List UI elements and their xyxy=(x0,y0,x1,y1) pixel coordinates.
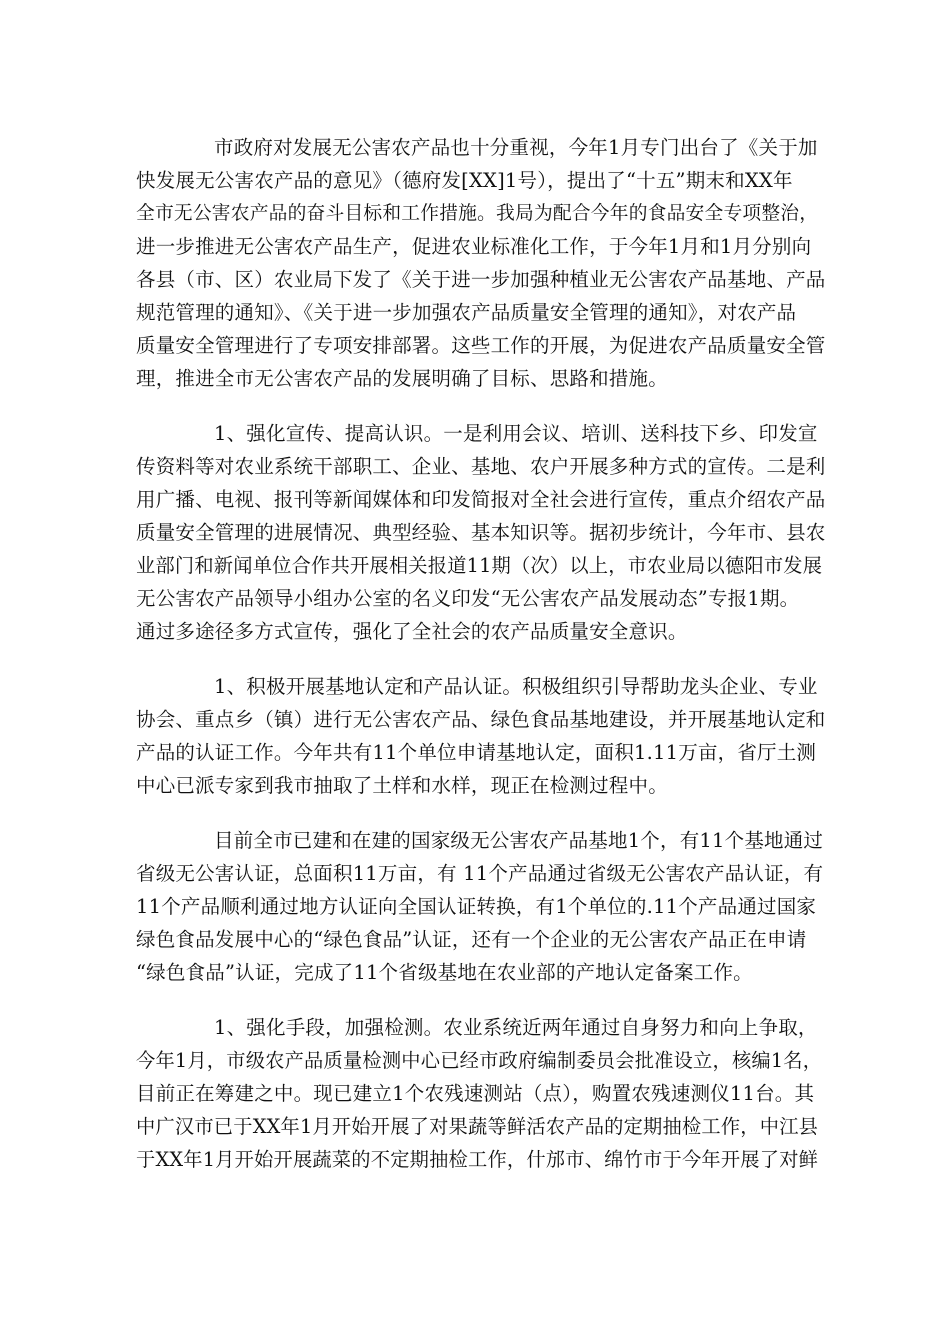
paragraph-line: 质量安全管理的进展情况、典型经验、基本知识等。据初步统计，今年市、县农 xyxy=(136,521,826,544)
paragraph-first-line: 1、积极开展基地认定和产品认证。积极组织引导帮助龙头企业、专业 xyxy=(214,675,818,698)
paragraph xyxy=(136,670,826,802)
paragraph xyxy=(136,1011,826,1176)
paragraph-line: 规范管理的通知》、《关于进一步加强农产品质量安全管理的通知》，对农产品 xyxy=(136,301,797,324)
paragraph-line: 无公害农产品领导小组办公室的名义印发“无公害农产品发展动态”专报1期。 xyxy=(136,587,800,610)
paragraph-line: 省级无公害认证，总面积11万亩，有 11个产品通过省级无公害农产品认证，有 xyxy=(136,862,824,885)
paragraph-line: 质量安全管理进行了专项安排部署。这些工作的开展，为促进农产品质量安全管 xyxy=(136,334,826,357)
paragraph-first-line: 目前全市已建和在建的国家级无公害农产品基地1个，有11个基地通过 xyxy=(214,829,824,852)
paragraph-line: 进一步推进无公害农产品生产，促进农业标准化工作，于今年1月和1月分别向 xyxy=(136,235,812,258)
paragraph-line: 各县（市、区）农业局下发了《关于进一步加强种植业无公害农产品基地、产品 xyxy=(136,268,826,291)
paragraph-line: 目前正在筹建之中。现已建立1个农残速测站（点），购置农残速测仪11台。其 xyxy=(136,1082,815,1105)
paragraph-line: 于XX年1月开始开展蔬菜的不定期抽检工作，什邡市、绵竹市于今年开展了对鲜 xyxy=(136,1148,819,1171)
paragraph-line: 通过多途径多方式宣传，强化了全社会的农产品质量安全意识。 xyxy=(136,620,688,643)
paragraph-line: 用广播、电视、报刊等新闻媒体和印发简报对全社会进行宣传，重点介绍农产品 xyxy=(136,488,826,511)
paragraph-line: 理，推进全市无公害农产品的发展明确了目标、思路和措施。 xyxy=(136,367,668,390)
paragraph xyxy=(136,131,826,395)
paragraph-line: 快发展无公害农产品的意见》（德府发[XX]1号），提出了“十五”期末和XX年 xyxy=(136,169,793,192)
paragraph-first-line: 1、强化宣传、提高认识。一是利用会议、培训、送科技下乡、印发宣 xyxy=(214,422,818,445)
paragraph xyxy=(136,824,826,989)
paragraph-line: 今年1月，市级农产品质量检测中心已经市政府编制委员会批准设立，核编1名， xyxy=(136,1049,823,1072)
document-body xyxy=(136,131,826,1198)
paragraph-line: 传资料等对农业系统干部职工、企业、基地、农户开展多种方式的宣传。二是利 xyxy=(136,455,826,478)
paragraph-line: “绿色食品”认证，完成了11个省级基地在农业部的产地认定备案工作。 xyxy=(136,961,753,984)
paragraph-first-line: 市政府对发展无公害农产品也十分重视，今年1月专门出台了《关于加 xyxy=(214,136,818,159)
paragraph xyxy=(136,417,826,648)
paragraph-line: 中心已派专家到我市抽取了土样和水样，现正在检测过程中。 xyxy=(136,774,668,797)
paragraph-line: 11个产品顺利通过地方认证向全国认证转换，有1个单位的.11个产品通过国家 xyxy=(136,895,817,918)
paragraph-line: 协会、重点乡（镇）进行无公害农产品、绿色食品基地建设，并开展基地认定和 xyxy=(136,708,826,731)
paragraph-line: 中广汉市已于XX年1月开始开展了对果蔬等鲜活农产品的定期抽检工作，中江县 xyxy=(136,1115,819,1138)
paragraph-line: 产品的认证工作。今年共有11个单位申请基地认定，面积1.11万亩，省厅土测 xyxy=(136,741,817,764)
paragraph-line: 业部门和新闻单位合作共开展相关报道11期（次）以上，市农业局以德阳市发展 xyxy=(136,554,823,577)
paragraph-line: 全市无公害农产品的奋斗目标和工作措施。我局为配合今年的食品安全专项整治， xyxy=(136,203,819,224)
paragraph-first-line: 1、强化手段，加强检测。农业系统近两年通过自身努力和向上争取， xyxy=(214,1016,818,1039)
paragraph-line: 绿色食品发展中心的“绿色食品”认证，还有一个企业的无公害农产品正在申请 xyxy=(136,928,807,951)
